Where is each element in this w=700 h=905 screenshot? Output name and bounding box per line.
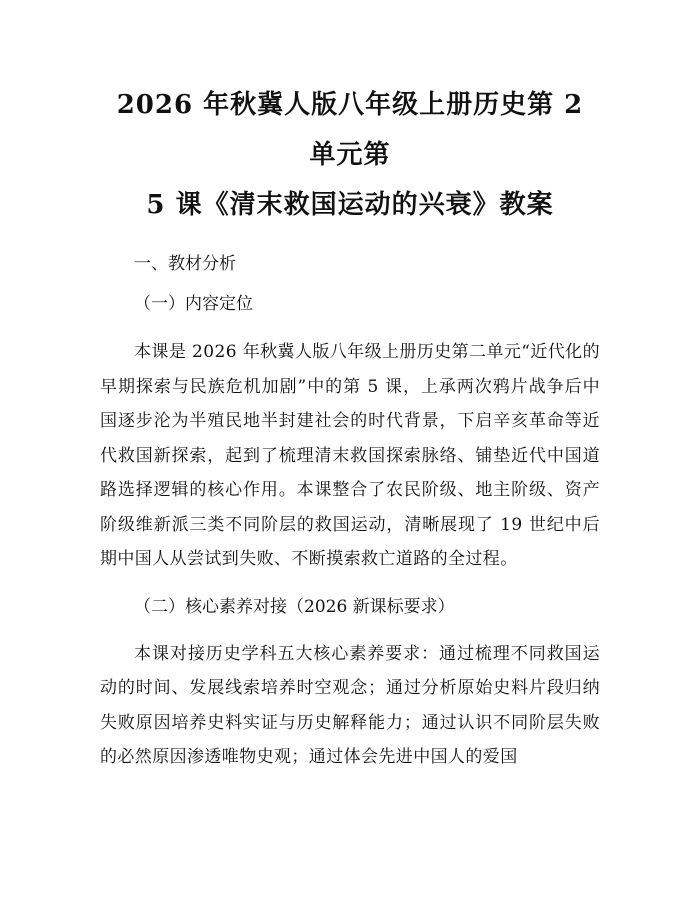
subsection-heading-core-literacy: （二）核心素养对接（2026 新课标要求） xyxy=(134,596,455,617)
section-heading-textbook-analysis: 一、教材分析 xyxy=(134,254,236,274)
title-line-1: 2026 年秋冀人版八年级上册历史第 2 单元第 xyxy=(116,90,584,170)
subsection-heading-content-positioning: （一）内容定位 xyxy=(134,294,253,314)
paragraph-core-literacy: 本课对接历史学科五大核心素养要求：通过梳理不同救国运动的时间、发展线索培养时空观念；通过分析原始史料片段归纳失败原因培养史料实证与历史解释能力；通过认识不同阶层失败的必然原因渗透唯物史观；通过体会先进中国人的爱国 xyxy=(100,643,600,767)
document-title xyxy=(100,0,600,230)
paragraph-content-positioning: 本课是 2026 年秋冀人版八年级上册历史第二单元“近代化的早期探索与民族危机加剧”中的第 5 课，上承两次鸦片战争后中国逐步沦为半殖民地半封建社会的时代背景，下启辛亥革命等近代救国新探索，起到了梳理清末救国探索脉络、铺垫近代中国道路选择逻辑的核心作用。本课整合了农民阶级、地主阶级、资产阶级维新派三类不同阶层的救国运动，清晰展现了 19 世纪中后期中国人从尝试到失败、不断摸索救亡道路的全过程。 xyxy=(100,342,600,569)
title-line-2: 5 课《清末救国运动的兴衰》教案 xyxy=(146,190,554,220)
